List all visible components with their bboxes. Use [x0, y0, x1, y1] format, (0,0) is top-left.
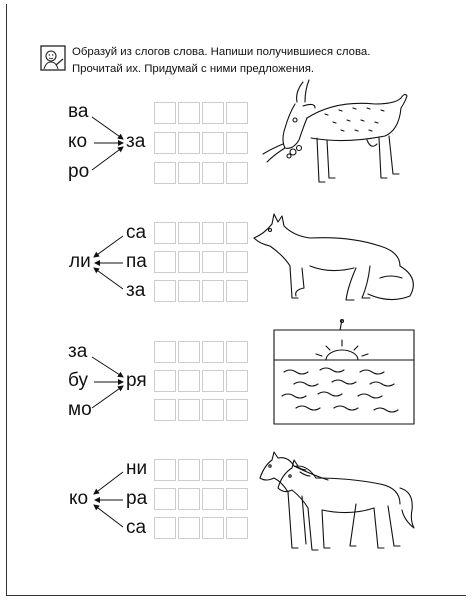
answer-cell[interactable] — [178, 488, 200, 510]
horses-picture — [250, 448, 425, 556]
answer-cell[interactable] — [154, 488, 176, 510]
syllable-right: ря — [126, 370, 147, 391]
answer-cell[interactable] — [154, 341, 176, 363]
syllable-left: ко — [69, 488, 89, 509]
syllable-right: са — [126, 517, 147, 538]
goat-picture — [255, 78, 410, 188]
answer-cell[interactable] — [226, 399, 248, 421]
answer-cell[interactable] — [154, 280, 176, 302]
answer-cell[interactable] — [202, 370, 224, 392]
answer-cell[interactable] — [226, 459, 248, 481]
sea-sunset-picture — [270, 318, 418, 428]
answer-cell[interactable] — [154, 459, 176, 481]
answer-cells[interactable] — [154, 222, 250, 244]
answer-cell[interactable] — [226, 132, 248, 154]
syllable-left: за — [68, 341, 88, 362]
answer-cell[interactable] — [178, 132, 200, 154]
answer-cells[interactable] — [154, 251, 250, 273]
answer-cell[interactable] — [178, 102, 200, 124]
syllable-left: ко — [68, 131, 88, 152]
syllable-right: па — [126, 251, 147, 272]
answer-cell[interactable] — [154, 102, 176, 124]
answer-cell[interactable] — [226, 162, 248, 184]
instruction-line-1: Образуй из слогов слова. Напиши получившиеся слова. — [72, 46, 371, 58]
syllable-left: ро — [68, 161, 90, 182]
answer-cell[interactable] — [154, 132, 176, 154]
answer-cell[interactable] — [202, 488, 224, 510]
answer-cell[interactable] — [202, 222, 224, 244]
answer-cell[interactable] — [178, 517, 200, 539]
answer-cells[interactable] — [154, 517, 250, 539]
syllable-right: ни — [126, 458, 148, 479]
syllable-right: за — [126, 131, 146, 152]
syllable-left: мо — [68, 399, 92, 420]
answer-cell[interactable] — [154, 517, 176, 539]
answer-cell[interactable] — [154, 162, 176, 184]
answer-cell[interactable] — [178, 370, 200, 392]
instruction-line-2: Прочитай их. Придумай с ними предложения. — [72, 63, 315, 75]
answer-cell[interactable] — [202, 280, 224, 302]
answer-cell[interactable] — [178, 459, 200, 481]
answer-cell[interactable] — [226, 488, 248, 510]
syllable-right: за — [126, 280, 146, 301]
answer-cell[interactable] — [178, 280, 200, 302]
answer-cell[interactable] — [202, 517, 224, 539]
answer-cells[interactable] — [154, 341, 250, 363]
answer-cell[interactable] — [226, 517, 248, 539]
answer-cell[interactable] — [178, 162, 200, 184]
answer-cell[interactable] — [178, 341, 200, 363]
syllable-left: ва — [68, 101, 89, 122]
answer-cell[interactable] — [154, 251, 176, 273]
answer-cell[interactable] — [226, 280, 248, 302]
syllable-right: ра — [126, 488, 148, 509]
syllable-left: бу — [68, 370, 88, 391]
answer-cells[interactable] — [154, 280, 250, 302]
answer-cells[interactable] — [154, 459, 250, 481]
answer-cell[interactable] — [226, 222, 248, 244]
child-writing-icon — [40, 45, 66, 71]
answer-cells[interactable] — [154, 162, 250, 184]
answer-cell[interactable] — [178, 399, 200, 421]
answer-cell[interactable] — [178, 222, 200, 244]
answer-cell[interactable] — [202, 102, 224, 124]
answer-cell[interactable] — [226, 370, 248, 392]
answer-cell[interactable] — [226, 341, 248, 363]
syllable-right: са — [126, 222, 147, 243]
answer-cell[interactable] — [202, 341, 224, 363]
answer-cells[interactable] — [154, 399, 250, 421]
answer-cells[interactable] — [154, 370, 250, 392]
answer-cell[interactable] — [202, 162, 224, 184]
answer-cell[interactable] — [226, 102, 248, 124]
instruction-text — [72, 44, 370, 78]
answer-cells[interactable] — [154, 102, 250, 124]
answer-cell[interactable] — [178, 251, 200, 273]
fox-picture — [250, 208, 425, 308]
answer-cell[interactable] — [202, 251, 224, 273]
answer-cell[interactable] — [226, 251, 248, 273]
answer-cell[interactable] — [202, 132, 224, 154]
syllable-left: ли — [69, 251, 91, 272]
answer-cell[interactable] — [154, 399, 176, 421]
answer-cell[interactable] — [154, 370, 176, 392]
answer-cell[interactable] — [202, 459, 224, 481]
answer-cells[interactable] — [154, 488, 250, 510]
answer-cell[interactable] — [154, 222, 176, 244]
answer-cell[interactable] — [202, 399, 224, 421]
answer-cells[interactable] — [154, 132, 250, 154]
